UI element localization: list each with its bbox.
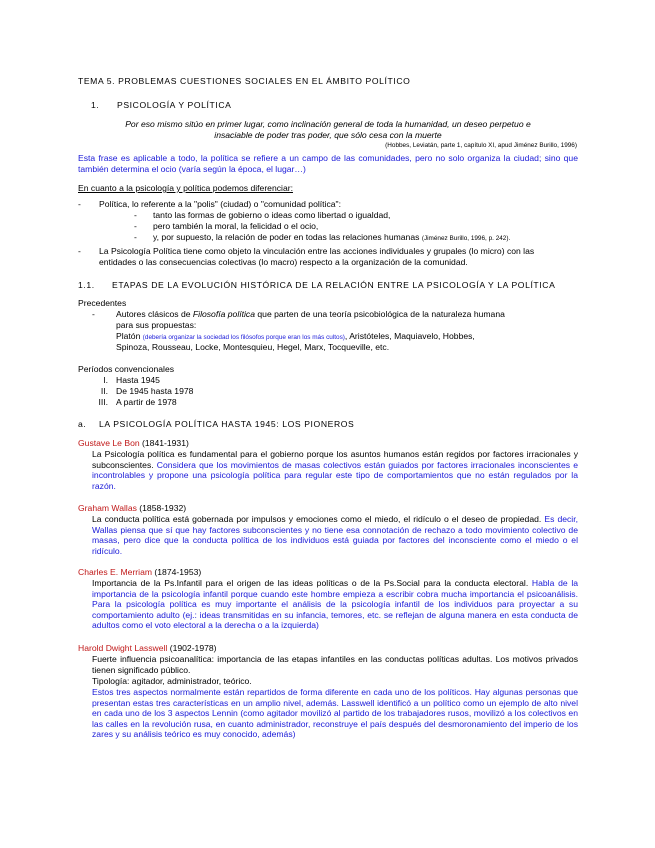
author-name: Gustave Le Bon — [78, 438, 140, 448]
author-lebon-heading — [78, 438, 189, 449]
hobbes-quote-line-2: insaciable de poder tras poder, que sólo cesa con la muerte — [214, 129, 442, 140]
tema-title: TEMA 5. PROBLEMAS CUESTIONES SOCIALES EN EL ÁMBITO POLÍTICO — [78, 76, 411, 86]
section-1-1-title: ETAPAS DE LA EVOLUCIÓN HISTÓRICA DE LA RELACIÓN ENTRE LA PSICOLOGÍA Y LA POLÍTICA — [112, 280, 556, 290]
author-years: (1858-1932) — [136, 503, 187, 513]
note-phrase: Esta frase es aplicable a todo, la política se refiere a un campo de las comunidades, pero no solo organiza la ciudad; sino que también determina el ocio (varía según la época, el lugar…) — [78, 153, 578, 174]
periodo-text: De 1945 hasta 1978 — [116, 386, 194, 396]
bullet-dash: - — [78, 246, 81, 256]
politica-sub-1: tanto las formas de gobierno o ideas como libertad o igualdad, — [153, 210, 391, 220]
author-wallas-heading — [78, 503, 186, 514]
lebon-text — [92, 449, 578, 491]
bullet-dash: - — [92, 309, 95, 319]
platon-note: (debería organizar la sociedad los filósofos porque eran los más cultos) — [142, 334, 345, 341]
lasswell-text-1: Fuerte influencia psicoanalítica: importancia de las etapas infantiles en las conductas políticas adultas. Los motivos privados tienen significado público. — [92, 654, 578, 675]
politica-sub-3-text: y, por supuesto, la relación de poder en todas las relaciones humanas — [153, 232, 420, 242]
precedentes-text: que parten de una teoría psicobiológica de la naturaleza humana — [255, 309, 505, 319]
merriam-black: Importancia de la Ps.Infantil para el origen de las ideas políticas o de la Ps.Social para la conducta electoral. — [92, 578, 529, 588]
precedentes-line-2: para sus propuestas: — [116, 320, 197, 330]
author-lasswell-heading — [78, 643, 217, 654]
author-years: (1902-1978) — [167, 643, 217, 653]
quote-source: (Hobbes, Leviatán, parte 1, capítulo XI, apud Jiménez Burillo, 1996) — [385, 142, 577, 149]
section-a-title: LA PSICOLOGÍA POLÍTICA HASTA 1945: LOS PIONEROS — [99, 419, 355, 429]
lebon-black: La Psicología política es fundamental para el gobierno porque los asuntos humanos están regidos por factores irracionales y subconscientes. — [92, 449, 578, 470]
periodo-num: III. — [98, 397, 108, 407]
author-years: (1841-1931) — [139, 438, 189, 448]
periodo-num: I. — [103, 375, 108, 385]
section-1-number: 1. — [91, 100, 100, 110]
author-name: Graham Wallas — [78, 503, 137, 513]
author-name: Charles E. Merriam — [78, 567, 153, 577]
authors-list: , Aristóteles, Maquiavelo, Hobbes, — [344, 331, 475, 341]
author-merriam-heading — [78, 567, 201, 578]
hobbes-quote-line-1: Por eso mismo sitúo en primer lugar, como inclinación general de toda la humanidad, un deseo perpetuo e — [125, 119, 531, 129]
sub-dash: - — [134, 210, 137, 220]
wallas-note: Es decir, Wallas piensa que sí que hay factores subconscientes y no tiene esa connotación de rechazo a todo movimiento colectivo de masas, pero dice que la conducta política de los individuos está guiada por factores del inconsciente como el miedo o el ridículo. — [92, 514, 578, 556]
psicologia-politica-definition: La Psicología Política tiene como objeto la vinculación entre las acciones individuales y grupales (lo micro) con las entidades o las consecuencias colectivas (lo macro) respecto a la organización de la comunidad. — [99, 246, 535, 267]
merriam-note: Habla de la importancia de la psicología infantil porque cuando este hombre empieza a escribir cobra mucha importancia el psicoanálisis. Para la psicología política es muy importante el análisis de la psicología infantil de los individuos para proyectar a su comportamiento adulto (ej.: ideas transmitidas en su infancia, temores, etc. se reflejan de alguna manera en esta conducta de adultos como el voto electoral a la derecha o a la izquierda) — [92, 578, 579, 631]
diferenciar-heading: En cuanto a la psicología y política podemos diferenciar: — [78, 183, 293, 193]
platon: Platón — [116, 331, 143, 341]
section-1-title: PSICOLOGÍA Y POLÍTICA — [117, 100, 232, 110]
jimenez-citation: (Jiménez Burillo, 1996, p. 242). — [421, 235, 511, 242]
precedentes-line-1 — [116, 309, 505, 320]
wallas-text — [92, 514, 578, 556]
sub-dash: - — [134, 232, 137, 242]
precedentes-heading: Precedentes — [78, 298, 127, 308]
periodos-heading: Períodos convencionales — [78, 364, 175, 374]
periodo-text: A partir de 1978 — [116, 397, 177, 407]
merriam-text — [92, 578, 578, 631]
politica-sub-2: pero también la moral, la felicidad o el ocio, — [153, 221, 319, 231]
politica-sub-3 — [153, 232, 510, 245]
bullet-dash: - — [78, 199, 81, 209]
section-a-number: a. — [78, 419, 87, 429]
filosofia-politica: Filosofía política — [192, 309, 256, 319]
author-name: Harold Dwight Lasswell — [78, 643, 168, 653]
wallas-black: La conducta política está gobernada por impulsos y emociones como el miedo, el ridículo o el deseo de propiedad. — [92, 514, 542, 524]
precedentes-line-4: Spinoza, Rousseau, Locke, Montesquieu, Hegel, Marx, Tocqueville, etc. — [116, 342, 390, 352]
periodo-text: Hasta 1945 — [116, 375, 160, 385]
politica-definition: Política, lo referente a la "polis" (ciudad) o "comunidad política": — [99, 199, 341, 209]
section-1-1-number: 1.1. — [78, 280, 95, 290]
hobbes-quote — [78, 119, 578, 140]
lasswell-note: Estos tres aspectos normalmente están repartidos de forma diferente en cada uno de los políticos. Hay algunas personas que presentan estas tres características en un amplio nivel, además. Lasswell identificó a un político como un ejemplo de alto nivel en cada uno de los 3 aspectos Lennin (como agitador movilizó al partido de los trabajadores rusos, movilizó a los colectivos en las calles en la revolución rusa, en cuanto administrador, reconstruye el país después del desmoronamiento del imperio de los zares y su análisis teórico es muy conocido, además) — [92, 687, 578, 740]
sub-dash: - — [134, 221, 137, 231]
lasswell-tipologia: Tipología: agitador, administrador, teórico. — [92, 676, 252, 686]
precedentes-text: Autores clásicos de — [116, 309, 193, 319]
author-years: (1874-1953) — [152, 567, 202, 577]
lebon-note: Considera que los movimientos de masas colectivos están guiados por factores irracionales inconscientes e incontrolables y propone una psicología política para regular este tipo de comportamientos que no están regulados por la razón. — [92, 459, 578, 491]
periodo-num: II. — [100, 386, 108, 396]
